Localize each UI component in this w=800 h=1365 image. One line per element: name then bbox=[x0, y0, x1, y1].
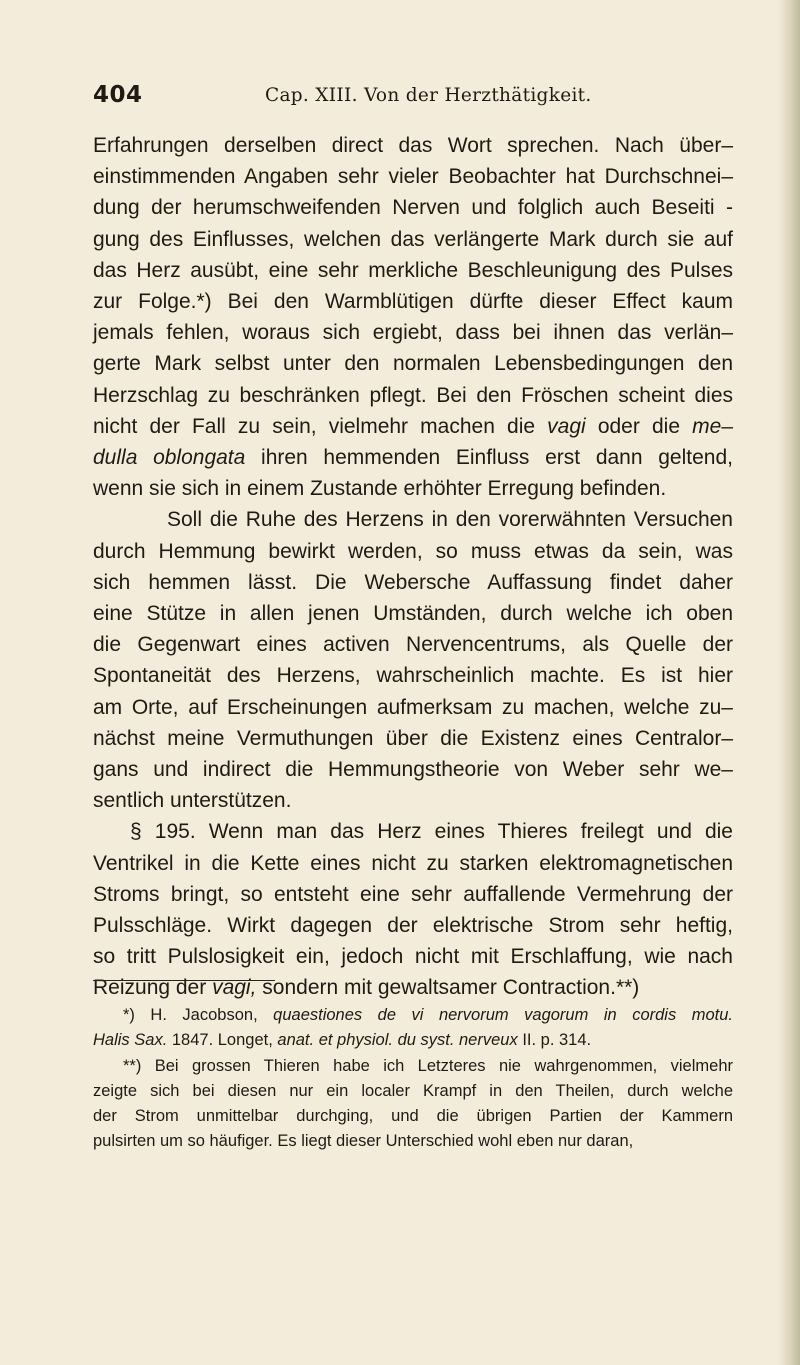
citation-text: 1847. Longet, bbox=[171, 1031, 273, 1050]
section-195-line: § 195. Wenn man das Herz eines Thieres freilegt und die bbox=[130, 820, 733, 844]
italic-term: vagi, bbox=[212, 976, 257, 1000]
text-line: gans und indirect die Hemmungstheorie von Weber sehr we– bbox=[93, 758, 733, 782]
footnote-line: **) Bei grossen Thieren habe ich Letzteres nie wahrgenommen, vielmehr bbox=[123, 1056, 733, 1075]
text-line: dung der herumschweifenden Nerven und folglich auch Beseiti - bbox=[93, 196, 733, 220]
text-line: so tritt Pulslosigkeit ein, jedoch nicht mit Erschlaffung, wie nach bbox=[93, 945, 733, 969]
page-number: 404 bbox=[93, 82, 143, 108]
text-segment: Reizung der bbox=[93, 976, 207, 1000]
page-header bbox=[93, 82, 733, 122]
footnote-line bbox=[93, 1028, 733, 1053]
text-line: am Orte, auf Erscheinungen aufmerksam zu machen, welche zu– bbox=[93, 695, 733, 719]
text-line: nächst meine Vermuthungen über die Existenz eines Centralor– bbox=[93, 726, 733, 750]
text-line: jemals fehlen, woraus sich ergiebt, dass bei ihnen das verlän– bbox=[93, 321, 733, 345]
citation-place: Halis Sax. bbox=[93, 1031, 168, 1050]
text-line: Stroms bringt, so entsteht eine sehr auffallende Vermehrung der bbox=[93, 882, 733, 906]
footnotes bbox=[93, 1003, 733, 1155]
text-line: Spontaneität des Herzens, wahrscheinlich machte. Es ist hier bbox=[93, 664, 733, 688]
footnote-line: der Strom unmittelbar durchging, und die übrigen Partien der Kammern bbox=[93, 1107, 733, 1126]
text-segment: sondern mit gewaltsamer Contraction.**) bbox=[262, 976, 640, 1000]
text-line bbox=[93, 972, 733, 1003]
text-line: Ventrikel in die Kette eines nicht zu starken elektromagnetischen bbox=[93, 851, 733, 875]
text-line: Pulsschläge. Wirkt dagegen der elektrische Strom sehr heftig, bbox=[93, 914, 733, 938]
text-line: die Gegenwart eines activen Nervencentrums, als Quelle der bbox=[93, 633, 733, 657]
text-line: Soll die Ruhe des Herzens in den vorerwähnten Versuchen bbox=[167, 508, 733, 532]
text-line: gung des Einflusses, welchen das verlängerte Mark durch sie auf bbox=[93, 227, 733, 251]
text-line: durch Hemmung bewirkt werden, so muss etwas da sein, was bbox=[93, 539, 733, 563]
citation-text: II. p. 314. bbox=[522, 1031, 592, 1050]
text-line: sich hemmen lässt. Die Webersche Auffassung findet daher bbox=[93, 570, 733, 594]
footnote-line: zeigte sich bei diesen nur ein localer Krampf in den Theilen, durch welche bbox=[93, 1081, 733, 1100]
page-edge-shadow bbox=[778, 0, 800, 1365]
text-segment: nicht der Fall zu sein, vielmehr machen die bbox=[93, 414, 536, 438]
footnote-marker-text: *) H. Jacobson, bbox=[123, 1006, 258, 1024]
text-segment: ihren hemmenden Einfluss erst dann geltend, bbox=[261, 446, 733, 470]
text-line: einstimmenden Angaben sehr vieler Beobachter hat Durchschnei– bbox=[93, 165, 733, 189]
text-line: zur Folge.*) Bei den Warmblütigen dürfte dieser Effect kaum bbox=[93, 290, 733, 314]
text-segment: oder die bbox=[597, 414, 681, 438]
footnote-rule bbox=[93, 980, 275, 981]
footnote-line: pulsirten um so häufiger. Es liegt dieser Unterschied wohl eben nur daran, bbox=[93, 1132, 634, 1151]
text-line: Herzschlag zu beschränken pflegt. Bei den Fröschen scheint dies bbox=[93, 383, 733, 407]
text-line bbox=[93, 442, 733, 473]
text-line: Erfahrungen derselben direct das Wort sprechen. Nach über– bbox=[93, 134, 733, 157]
running-head: Cap. XIII. Von der Herzthätigkeit. bbox=[265, 85, 592, 106]
citation-title: anat. et physiol. du syst. nerveux bbox=[277, 1031, 518, 1050]
italic-term: me– bbox=[692, 414, 733, 438]
footnote-line bbox=[93, 1003, 733, 1028]
text-line bbox=[93, 411, 733, 442]
text-line: das Herz ausübt, eine sehr merkliche Beschleunigung des Pulses bbox=[93, 258, 733, 282]
italic-term: vagi bbox=[547, 414, 586, 438]
text-line: gerte Mark selbst unter den normalen Lebensbedingungen den bbox=[93, 352, 733, 376]
text-line: eine Stütze in allen jenen Umständen, durch welche ich oben bbox=[93, 602, 733, 626]
main-text bbox=[93, 130, 733, 1004]
citation-title: quaestiones de vi nervorum vagorum in cordis motu. bbox=[273, 1006, 733, 1024]
text-line: sentlich unterstützen. bbox=[93, 789, 292, 813]
italic-term: dulla oblongata bbox=[93, 446, 246, 470]
text-line: wenn sie sich in einem Zustande erhöhter Erregung befinden. bbox=[93, 477, 667, 501]
